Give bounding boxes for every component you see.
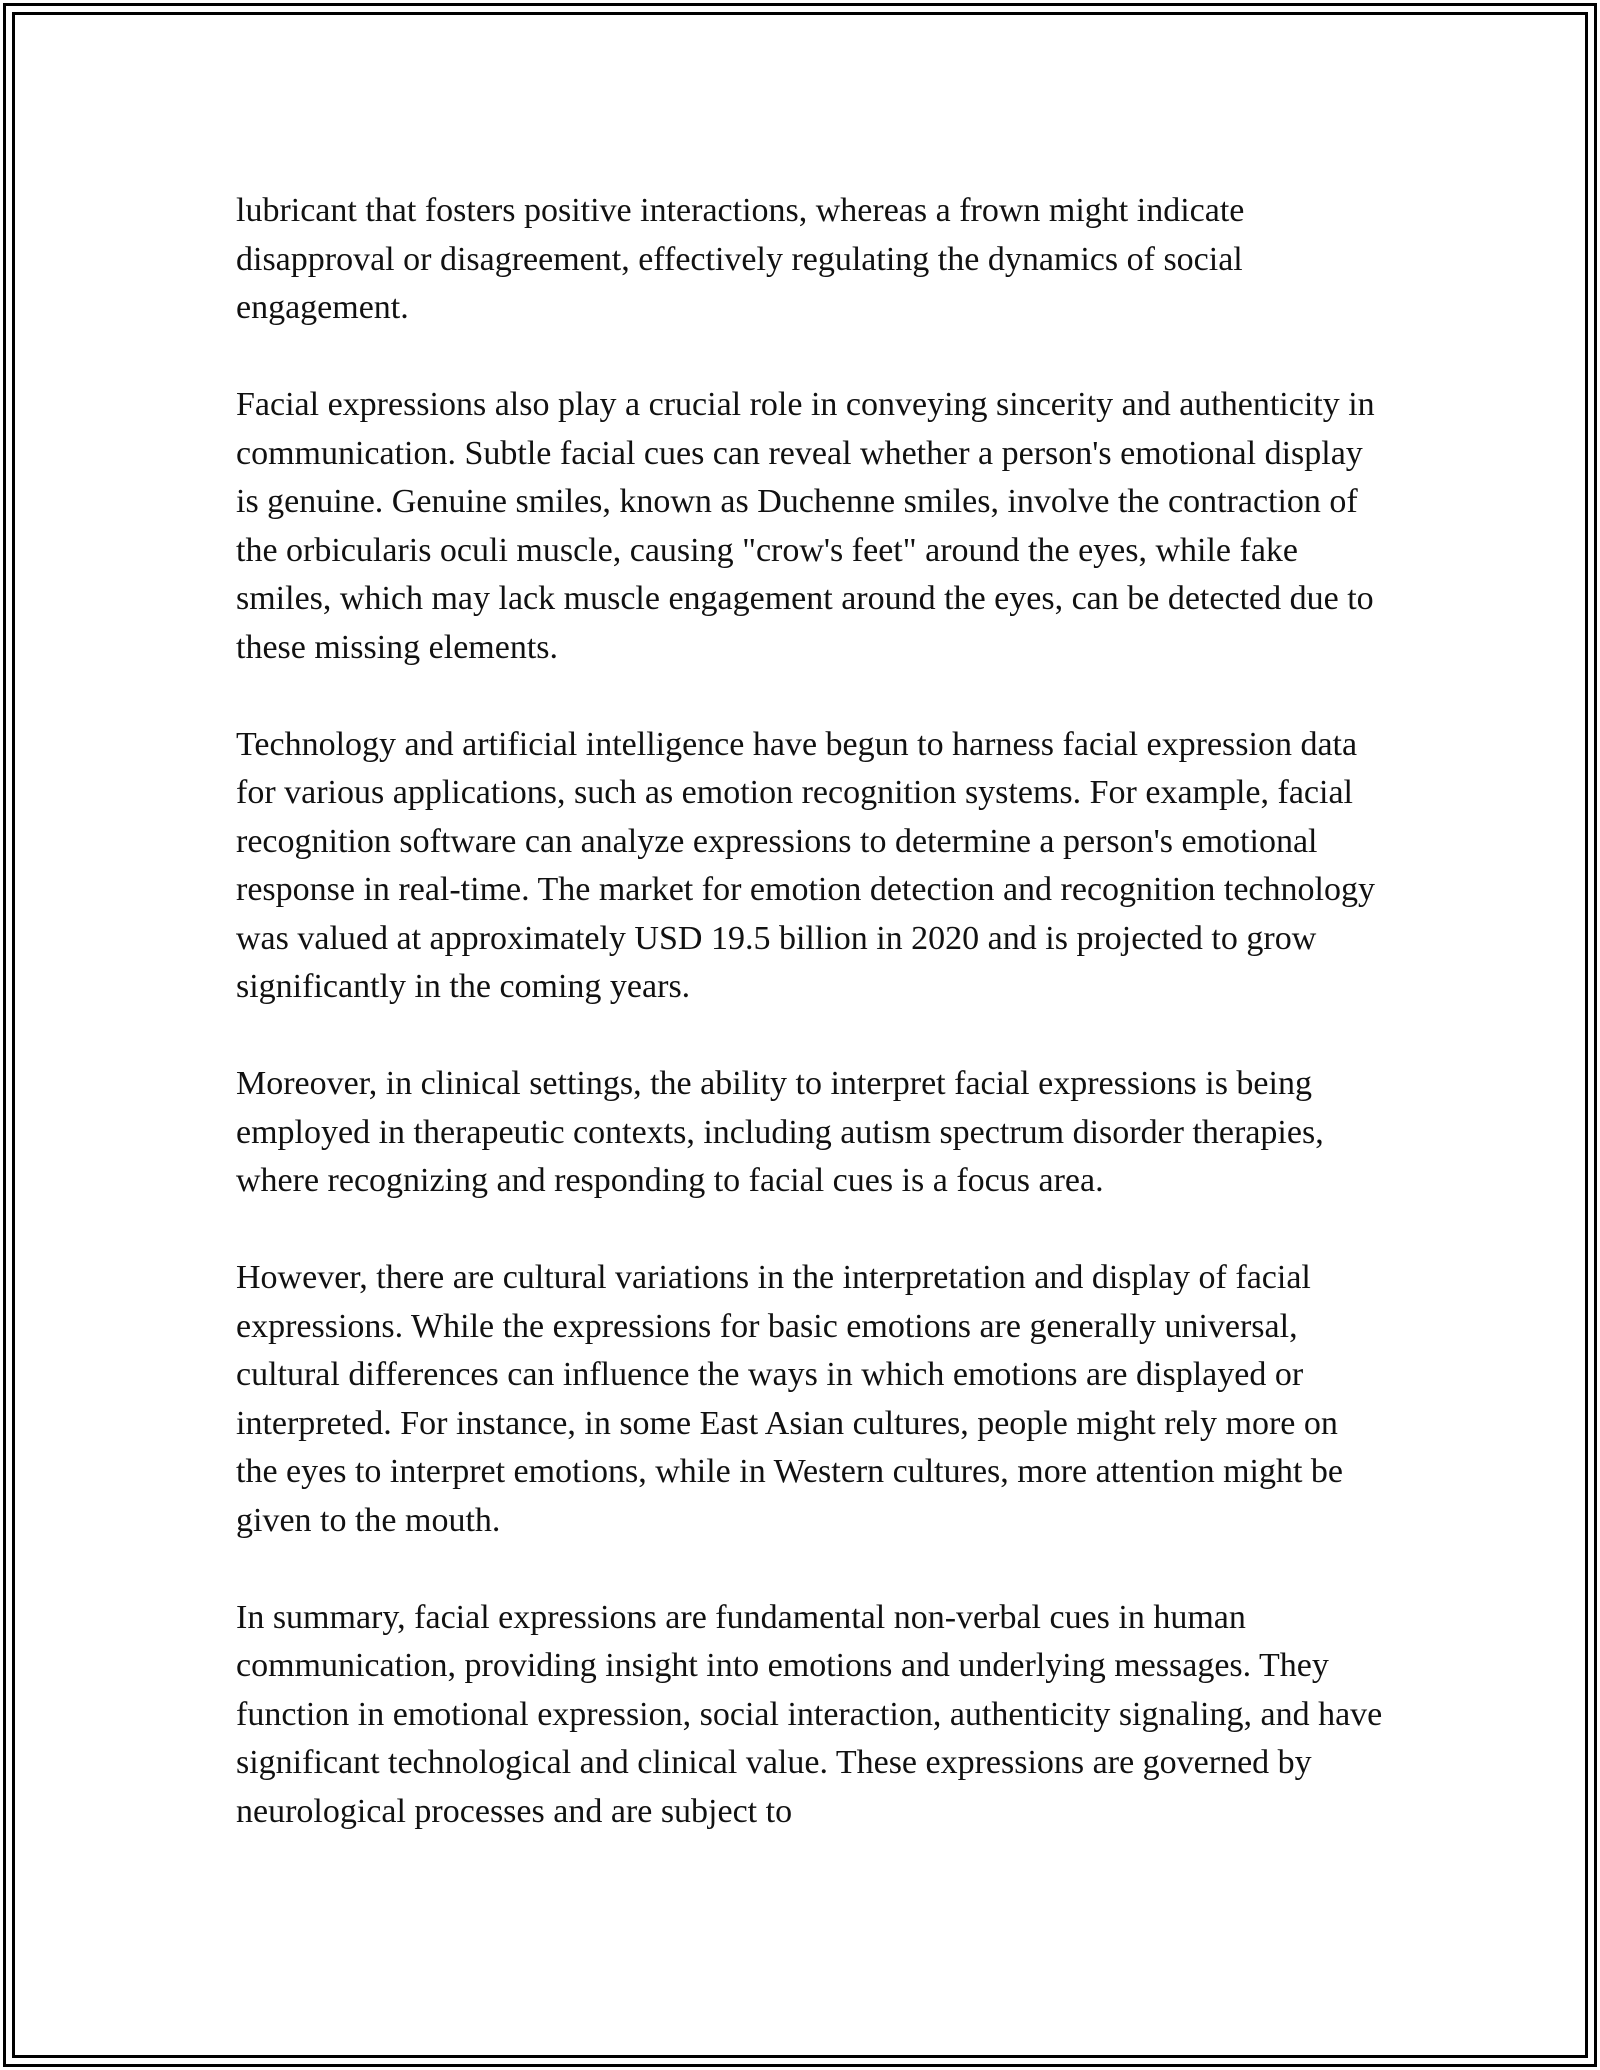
paragraph: However, there are cultural variations in the interpretation and display of facial expressions. While the expressions for basic emotions are generally universal, cultural differences can influence the ways in which emotions are displayed or interpreted. For instance, in some East Asian cultures, people might rely more on the eyes to interpret emotions, while in Western cultures, more attention might be given to the mouth. [236, 1259, 1344, 1539]
paragraph: Moreover, in clinical settings, the ability to interpret facial expressions is being employed in therapeutic contexts, including autism spectrum disorder therapies, where recognizing and responding to facial cues is a focus area. [236, 1065, 1324, 1199]
paragraph: Technology and artificial intelligence have begun to harness facial expression data for various applications, such as emotion recognition systems. For example, facial recognition software can analyze expressions to determine a person's emotional response in real-time. The market for emotion detection and recognition technology was valued at approximately USD 19.5 billion in 2020 and is projected to grow significantly in the coming years. [236, 725, 1375, 1005]
document-body [236, 187, 1386, 1836]
paragraph: lubricant that fosters positive interactions, whereas a frown might indicate disapproval or disagreement, effectively regulating the dynamics of social engagement. [236, 192, 1245, 326]
paragraph: In summary, facial expressions are fundamental non-verbal cues in human communication, providing insight into emotions and underlying messages. They function in emotional expression, social interaction, authenticity signaling, and have significant technological and clinical value. These expressions are governed by neurological processes and are subject to [236, 1598, 1383, 1830]
paragraph: Facial expressions also play a crucial role in conveying sincerity and authenticity in communication. Subtle facial cues can reveal whether a person's emotional display is genuine. Genuine smiles, known as Duchenne smiles, involve the contraction of the orbicularis oculi muscle, causing "crow's feet" around the eyes, while fake smiles, which may lack muscle engagement around the eyes, can be detected due to these missing elements. [236, 386, 1375, 666]
